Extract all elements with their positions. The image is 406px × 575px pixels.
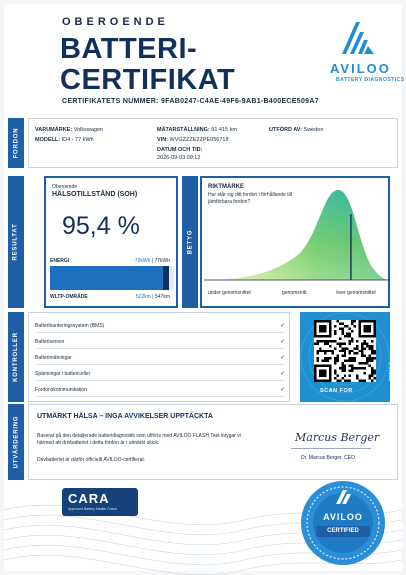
aviloo-logo-icon	[334, 18, 378, 56]
vehicle-vin: VIN: WVGZZZE2ZPE056718	[157, 137, 229, 143]
title-line-2: CERTIFIKAT	[60, 64, 236, 96]
certificate-page	[4, 4, 405, 571]
check-icon: ✓	[279, 371, 285, 377]
energy-value: 73kWh | 77kWh	[134, 258, 170, 264]
soh-value: 95,4 %	[62, 212, 140, 240]
benchmark-panel	[200, 176, 390, 308]
qr-details-label: DETAILS	[388, 362, 393, 381]
evaluation-heading: UTMÄRKT HÄLSA – INGA AVVIKELSER UPPTÄCKTA	[37, 413, 213, 420]
vehicle-performed: UTFÖRD AV: Sweden	[269, 127, 324, 133]
section-tab-kontroller: KONTROLLER	[8, 312, 24, 402]
seal-name: AVILOO	[323, 512, 363, 522]
logo-name: AVILOO	[330, 61, 391, 76]
energy-bar-marker	[163, 266, 169, 290]
page-title	[60, 34, 235, 96]
check-row: Fordonskommunikation ✓	[35, 383, 285, 397]
section-tab-betyg: BETYG	[182, 176, 198, 308]
signature-line	[291, 448, 371, 449]
checks-list	[28, 312, 290, 402]
cara-name: CARA	[68, 491, 110, 506]
signer-name: Dr. Marcus Berger, CEO	[301, 455, 355, 461]
soh-label-small: Oberoende	[52, 184, 78, 190]
qr-code-panel[interactable]	[300, 312, 393, 402]
evaluation-paragraph-1: Baserat på den detaljerade batteridiagnostik som utförts med AVILOO FLASH Test intygar vi härmed att drivbatteriet i detta fordon är i utmärkt skick.	[37, 433, 241, 446]
logo-subtitle: BATTERY DIAGNOSTICS	[336, 77, 405, 83]
cara-badge	[62, 488, 138, 516]
vehicle-mileage: MÄTARSTÄLLNING: 91 415 km	[157, 127, 237, 133]
title-line-1: BATTERI-	[60, 33, 198, 65]
check-row: Batterihanteringssystem (BMS) ✓	[35, 319, 285, 333]
vehicle-date-label: DATUM OCH TID:	[157, 147, 203, 153]
qr-scan-label: SCAN FOR	[320, 388, 353, 394]
section-tab-resultat: RESULTAT	[8, 176, 24, 308]
check-icon: ✓	[279, 355, 285, 361]
check-row: Batterimätningar ✓	[35, 351, 285, 365]
section-tab-fordon: FORDON	[8, 118, 24, 168]
range-label: WLTP-OMRÅDE	[50, 294, 88, 300]
evaluation-section	[28, 404, 398, 480]
seal-certified-label: CERTIFIED	[316, 526, 370, 537]
qr-code-icon	[314, 320, 376, 382]
evaluation-paragraph-2: Drivbatteriet är därför officiellt AVILOO-certifierat.	[37, 457, 146, 463]
range-value: 522km | 547km	[135, 294, 170, 300]
section-tab-utvardering: UTVÄRDERING	[8, 404, 24, 480]
battery-health-panel	[44, 176, 178, 308]
qr-code[interactable]	[314, 320, 376, 382]
certificate-number: CERTIFIKATETS NUMMER: 9FAB0247-C4AE-49F6-9AB1-B400ECE509A7	[62, 98, 319, 105]
check-row: Spänningar i battericeller ✓	[35, 367, 285, 381]
vehicle-section	[28, 118, 398, 168]
check-icon: ✓	[279, 339, 285, 345]
axis-below-average: under genomsnittet	[208, 290, 251, 296]
header-tag: OBEROENDE	[62, 16, 169, 28]
vehicle-date: 2026-09-03 09:12	[157, 155, 201, 161]
check-icon: ✓	[279, 323, 285, 329]
axis-average: genomsnitt	[282, 290, 307, 296]
check-row: Batterisensor ✓	[35, 335, 285, 349]
energy-bar	[50, 266, 174, 290]
benchmark-title: RIKTMÄRKE	[208, 184, 244, 190]
energy-bar-fill	[50, 266, 163, 290]
soh-label: HÄLSOTILLSTÅND (SOH)	[52, 191, 138, 198]
energy-label: ENERGI	[50, 258, 70, 264]
check-icon: ✓	[279, 387, 285, 393]
certified-seal-icon	[300, 480, 386, 566]
vehicle-make: VARUMÄRKE: Volkswagen	[35, 127, 104, 133]
vehicle-model: MODELL: ID4 - 77 kWh	[35, 137, 94, 143]
axis-above-average: över genomsnittet	[336, 290, 376, 296]
cara-subtitle: Approved Battery Health Check	[68, 507, 118, 511]
signature: Marcus Berger	[295, 431, 380, 444]
benchmark-question: Hur står sig ditt fordon i förhållande till jämförbara fordon?	[208, 192, 292, 205]
